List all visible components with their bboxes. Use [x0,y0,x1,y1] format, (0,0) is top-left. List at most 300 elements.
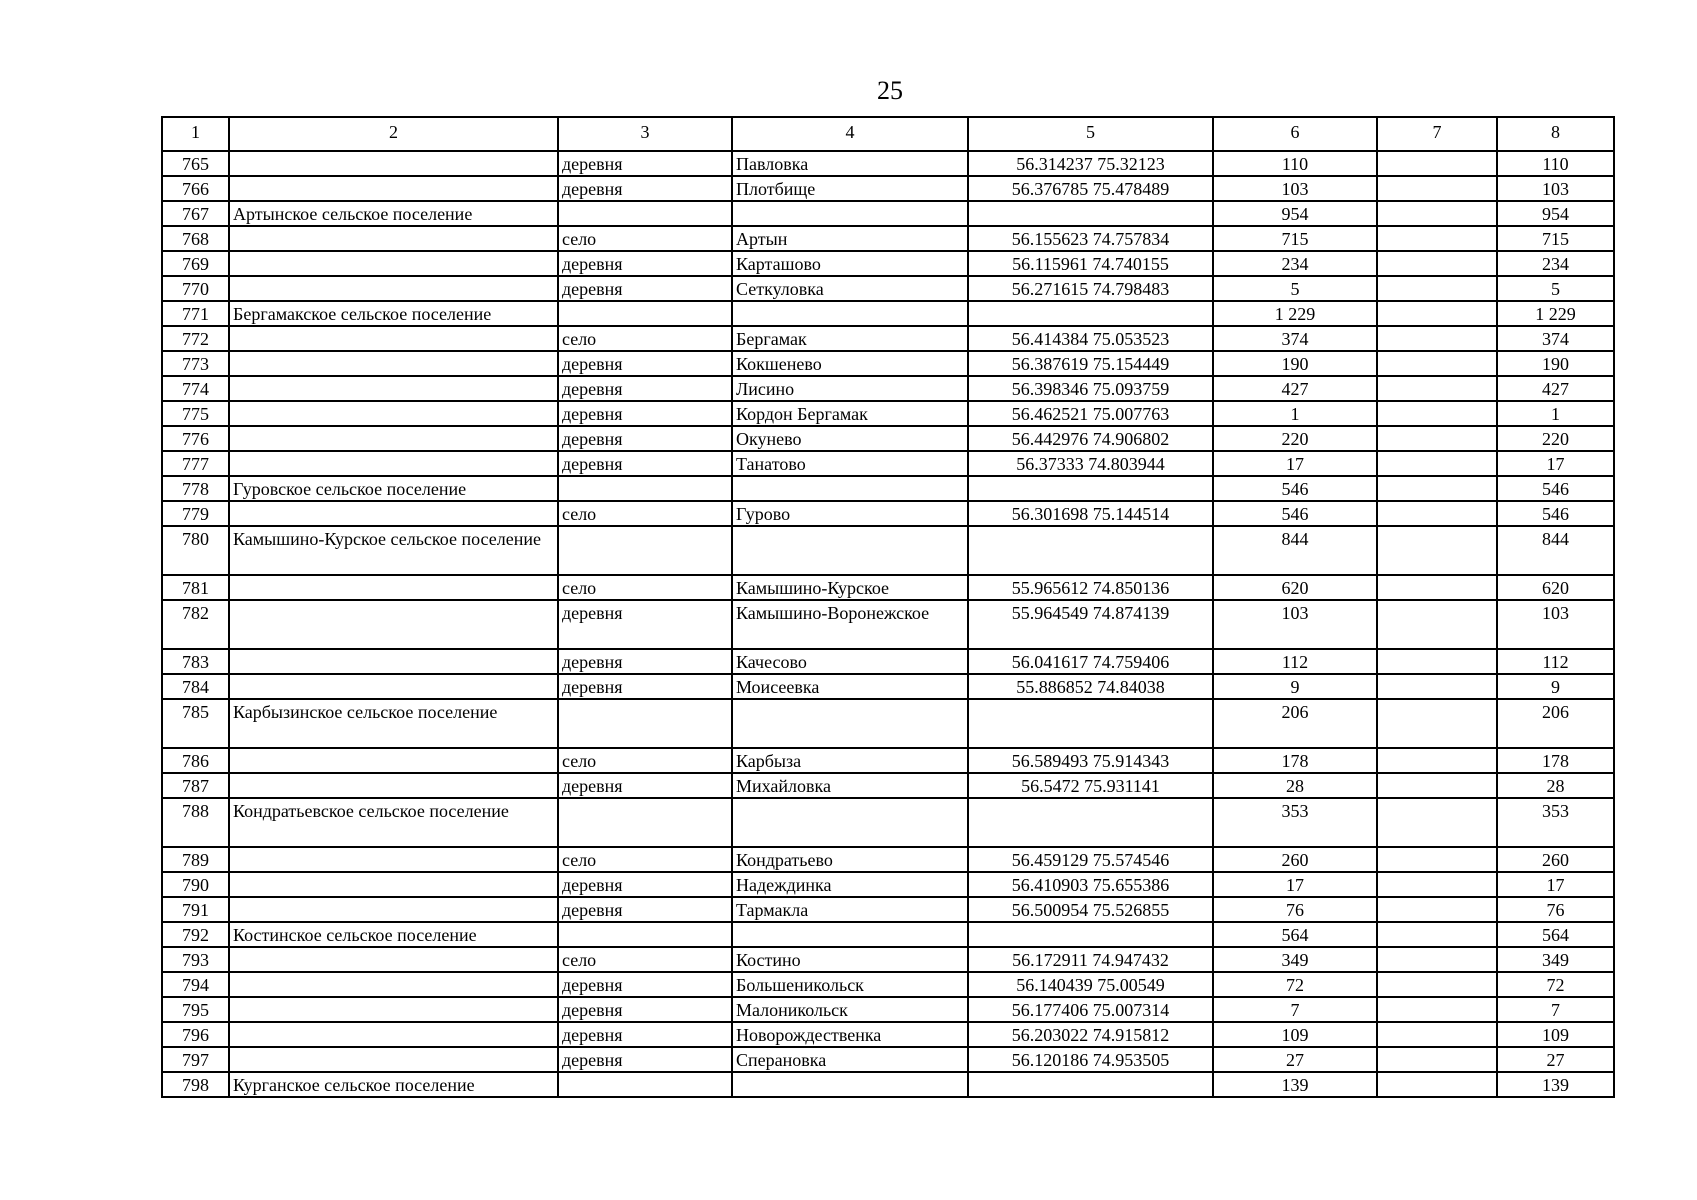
total-cell: 349 [1497,947,1614,972]
municipality-cell [229,674,558,699]
total-cell: 546 [1497,476,1614,501]
settlement-name-cell: Малоникольск [732,997,968,1022]
total-cell: 112 [1497,649,1614,674]
settlement-type-cell: село [558,226,732,251]
row-number-cell: 785 [162,699,229,748]
population-cell: 103 [1213,600,1377,649]
municipality-cell [229,1022,558,1047]
coordinates-cell: 55.964549 74.874139 [968,600,1213,649]
municipality-cell: Камышино-Курское сельское поселение [229,526,558,575]
settlement-type-cell: деревня [558,376,732,401]
total-cell: 27 [1497,1047,1614,1072]
row-number-cell: 793 [162,947,229,972]
total-cell: 103 [1497,176,1614,201]
settlement-type-cell [558,201,732,226]
coordinates-cell: 56.301698 75.144514 [968,501,1213,526]
settlement-name-cell [732,798,968,847]
settlement-name-cell: Артын [732,226,968,251]
population-cell: 564 [1213,922,1377,947]
municipality-cell: Бергамакское сельское поселение [229,301,558,326]
population-cell: 715 [1213,226,1377,251]
municipality-cell: Курганское сельское поселение [229,1072,558,1097]
column-7-cell [1377,201,1497,226]
settlement-name-cell: Камышино-Воронежское [732,600,968,649]
table-row [162,1022,1614,1047]
population-cell: 620 [1213,575,1377,600]
total-cell: 844 [1497,526,1614,575]
population-cell: 349 [1213,947,1377,972]
municipality-cell [229,748,558,773]
population-cell: 206 [1213,699,1377,748]
settlement-type-cell: деревня [558,600,732,649]
total-cell: 110 [1497,151,1614,176]
row-number-cell: 791 [162,897,229,922]
settlement-name-cell: Большеникольск [732,972,968,997]
total-cell: 103 [1497,600,1614,649]
total-cell: 190 [1497,351,1614,376]
population-cell: 260 [1213,847,1377,872]
population-cell: 109 [1213,1022,1377,1047]
column-7-cell [1377,699,1497,748]
population-cell: 178 [1213,748,1377,773]
municipality-cell [229,972,558,997]
settlement-type-cell: село [558,501,732,526]
row-number-cell: 795 [162,997,229,1022]
row-number-cell: 783 [162,649,229,674]
row-number-cell: 772 [162,326,229,351]
settlement-name-cell: Бергамак [732,326,968,351]
settlement-name-cell: Камышино-Курское [732,575,968,600]
coordinates-cell: 56.589493 75.914343 [968,748,1213,773]
settlement-name-cell [732,301,968,326]
settlement-type-cell [558,798,732,847]
column-7-cell [1377,351,1497,376]
column-7-cell [1377,674,1497,699]
total-cell: 620 [1497,575,1614,600]
coordinates-cell: 56.140439 75.00549 [968,972,1213,997]
table-row [162,351,1614,376]
coordinates-cell [968,301,1213,326]
total-cell: 72 [1497,972,1614,997]
table-row [162,972,1614,997]
coordinates-cell: 56.314237 75.32123 [968,151,1213,176]
table-body [162,151,1614,1097]
municipality-cell: Кондратьевское сельское поселение [229,798,558,847]
municipality-cell: Костинское сельское поселение [229,922,558,947]
municipality-cell [229,426,558,451]
table-header-row [162,117,1614,151]
settlement-type-cell [558,699,732,748]
row-number-cell: 766 [162,176,229,201]
population-cell: 954 [1213,201,1377,226]
table-row [162,997,1614,1022]
population-cell: 427 [1213,376,1377,401]
column-7-cell [1377,301,1497,326]
table-row [162,922,1614,947]
population-cell: 1 229 [1213,301,1377,326]
municipality-cell [229,326,558,351]
coordinates-cell: 56.462521 75.007763 [968,401,1213,426]
total-cell: 109 [1497,1022,1614,1047]
total-cell: 260 [1497,847,1614,872]
column-7-cell [1377,947,1497,972]
municipality-cell [229,649,558,674]
total-cell: 9 [1497,674,1614,699]
row-number-cell: 794 [162,972,229,997]
column-7-cell [1377,872,1497,897]
settlement-name-cell: Лисино [732,376,968,401]
table-row [162,1047,1614,1072]
settlement-name-cell: Михайловка [732,773,968,798]
coordinates-cell: 56.172911 74.947432 [968,947,1213,972]
population-cell: 190 [1213,351,1377,376]
coordinates-cell: 56.410903 75.655386 [968,872,1213,897]
settlement-type-cell: деревня [558,674,732,699]
table-row [162,276,1614,301]
settlement-type-cell [558,922,732,947]
row-number-cell: 786 [162,748,229,773]
row-number-cell: 789 [162,847,229,872]
row-number-cell: 768 [162,226,229,251]
row-number-cell: 784 [162,674,229,699]
settlement-type-cell: деревня [558,972,732,997]
settlement-type-cell: деревня [558,151,732,176]
settlement-name-cell: Моисеевка [732,674,968,699]
municipality-cell: Гуровское сельское поселение [229,476,558,501]
settlement-type-cell: деревня [558,251,732,276]
municipality-cell [229,1047,558,1072]
municipality-cell [229,176,558,201]
coordinates-cell: 56.203022 74.915812 [968,1022,1213,1047]
table-row [162,251,1614,276]
settlement-type-cell: деревня [558,1047,732,1072]
table-row [162,773,1614,798]
row-number-cell: 769 [162,251,229,276]
settlement-name-cell: Надеждинка [732,872,968,897]
row-number-cell: 774 [162,376,229,401]
settlement-type-cell: деревня [558,426,732,451]
column-header: 2 [229,117,558,151]
column-7-cell [1377,376,1497,401]
settlement-name-cell [732,201,968,226]
coordinates-cell: 56.414384 75.053523 [968,326,1213,351]
table-row [162,897,1614,922]
table-row [162,575,1614,600]
total-cell: 7 [1497,997,1614,1022]
total-cell: 564 [1497,922,1614,947]
population-cell: 374 [1213,326,1377,351]
population-cell: 234 [1213,251,1377,276]
total-cell: 28 [1497,773,1614,798]
municipality-cell [229,897,558,922]
settlement-name-cell: Сперановка [732,1047,968,1072]
population-cell: 72 [1213,972,1377,997]
column-7-cell [1377,575,1497,600]
row-number-cell: 767 [162,201,229,226]
population-cell: 17 [1213,872,1377,897]
coordinates-cell: 56.155623 74.757834 [968,226,1213,251]
row-number-cell: 781 [162,575,229,600]
coordinates-cell: 56.442976 74.906802 [968,426,1213,451]
population-cell: 546 [1213,501,1377,526]
column-header: 8 [1497,117,1614,151]
settlement-name-cell [732,922,968,947]
table-row [162,476,1614,501]
total-cell: 76 [1497,897,1614,922]
column-header: 4 [732,117,968,151]
row-number-cell: 798 [162,1072,229,1097]
total-cell: 234 [1497,251,1614,276]
column-7-cell [1377,748,1497,773]
table-row [162,501,1614,526]
population-cell: 353 [1213,798,1377,847]
settlement-type-cell: село [558,947,732,972]
table-row [162,798,1614,847]
settlement-name-cell: Танатово [732,451,968,476]
row-number-cell: 776 [162,426,229,451]
table-row [162,674,1614,699]
column-7-cell [1377,997,1497,1022]
settlement-type-cell: деревня [558,1022,732,1047]
settlement-type-cell: село [558,575,732,600]
population-cell: 546 [1213,476,1377,501]
coordinates-cell: 56.376785 75.478489 [968,176,1213,201]
column-7-cell [1377,451,1497,476]
coordinates-cell: 55.886852 74.84038 [968,674,1213,699]
row-number-cell: 771 [162,301,229,326]
total-cell: 954 [1497,201,1614,226]
row-number-cell: 779 [162,501,229,526]
settlement-type-cell [558,1072,732,1097]
coordinates-cell: 56.5472 75.931141 [968,773,1213,798]
municipality-cell [229,997,558,1022]
total-cell: 5 [1497,276,1614,301]
column-7-cell [1377,1047,1497,1072]
coordinates-cell: 55.965612 74.850136 [968,575,1213,600]
settlement-name-cell: Тармакла [732,897,968,922]
settlement-type-cell: деревня [558,351,732,376]
coordinates-cell [968,476,1213,501]
settlement-type-cell: деревня [558,176,732,201]
row-number-cell: 778 [162,476,229,501]
municipality-cell [229,947,558,972]
row-number-cell: 773 [162,351,229,376]
column-header: 5 [968,117,1213,151]
settlement-type-cell: деревня [558,872,732,897]
table-row [162,151,1614,176]
settlement-name-cell: Кондратьево [732,847,968,872]
table-row [162,649,1614,674]
column-7-cell [1377,176,1497,201]
total-cell: 427 [1497,376,1614,401]
settlement-type-cell: деревня [558,649,732,674]
column-7-cell [1377,151,1497,176]
row-number-cell: 777 [162,451,229,476]
table-row [162,401,1614,426]
coordinates-cell: 56.459129 75.574546 [968,847,1213,872]
settlement-type-cell: деревня [558,401,732,426]
coordinates-cell: 56.271615 74.798483 [968,276,1213,301]
table-row [162,226,1614,251]
settlement-type-cell: деревня [558,276,732,301]
settlement-name-cell: Кокшенево [732,351,968,376]
total-cell: 178 [1497,748,1614,773]
table-row [162,947,1614,972]
settlements-table [161,116,1615,1098]
table-row [162,326,1614,351]
column-7-cell [1377,226,1497,251]
coordinates-cell: 56.387619 75.154449 [968,351,1213,376]
column-7-cell [1377,251,1497,276]
municipality-cell [229,276,558,301]
column-7-cell [1377,526,1497,575]
total-cell: 374 [1497,326,1614,351]
column-7-cell [1377,773,1497,798]
settlement-type-cell: деревня [558,997,732,1022]
settlement-name-cell: Карбыза [732,748,968,773]
table-row [162,201,1614,226]
municipality-cell [229,401,558,426]
settlement-type-cell: деревня [558,451,732,476]
column-7-cell [1377,600,1497,649]
column-7-cell [1377,401,1497,426]
total-cell: 546 [1497,501,1614,526]
table-row [162,847,1614,872]
column-7-cell [1377,476,1497,501]
population-cell: 220 [1213,426,1377,451]
total-cell: 206 [1497,699,1614,748]
settlement-type-cell: деревня [558,897,732,922]
population-cell: 1 [1213,401,1377,426]
coordinates-cell [968,922,1213,947]
row-number-cell: 780 [162,526,229,575]
row-number-cell: 775 [162,401,229,426]
municipality-cell [229,600,558,649]
table-row [162,451,1614,476]
table-row [162,176,1614,201]
municipality-cell [229,847,558,872]
coordinates-cell [968,526,1213,575]
total-cell: 715 [1497,226,1614,251]
population-cell: 76 [1213,897,1377,922]
settlement-type-cell [558,301,732,326]
settlement-name-cell: Костино [732,947,968,972]
total-cell: 353 [1497,798,1614,847]
column-7-cell [1377,501,1497,526]
column-header: 3 [558,117,732,151]
column-7-cell [1377,276,1497,301]
coordinates-cell: 56.041617 74.759406 [968,649,1213,674]
population-cell: 17 [1213,451,1377,476]
population-cell: 9 [1213,674,1377,699]
settlement-name-cell [732,699,968,748]
table-row [162,376,1614,401]
settlement-name-cell: Качесово [732,649,968,674]
coordinates-cell: 56.37333 74.803944 [968,451,1213,476]
municipality-cell [229,451,558,476]
settlement-name-cell: Павловка [732,151,968,176]
settlement-type-cell: село [558,847,732,872]
population-cell: 5 [1213,276,1377,301]
column-7-cell [1377,798,1497,847]
municipality-cell [229,575,558,600]
coordinates-cell [968,201,1213,226]
settlement-name-cell [732,1072,968,1097]
settlement-name-cell: Карташово [732,251,968,276]
coordinates-cell [968,699,1213,748]
table-row [162,426,1614,451]
column-7-cell [1377,1022,1497,1047]
column-header: 7 [1377,117,1497,151]
municipality-cell [229,251,558,276]
settlement-name-cell [732,526,968,575]
row-number-cell: 796 [162,1022,229,1047]
total-cell: 139 [1497,1072,1614,1097]
row-number-cell: 788 [162,798,229,847]
total-cell: 17 [1497,872,1614,897]
table-row [162,600,1614,649]
page-number: 25 [877,76,903,105]
population-cell: 844 [1213,526,1377,575]
table-row [162,748,1614,773]
coordinates-cell: 56.120186 74.953505 [968,1047,1213,1072]
municipality-cell [229,151,558,176]
coordinates-cell: 56.500954 75.526855 [968,897,1213,922]
row-number-cell: 790 [162,872,229,897]
row-number-cell: 765 [162,151,229,176]
settlement-name-cell: Гурово [732,501,968,526]
total-cell: 1 229 [1497,301,1614,326]
municipality-cell: Карбызинское сельское поселение [229,699,558,748]
coordinates-cell: 56.115961 74.740155 [968,251,1213,276]
column-7-cell [1377,922,1497,947]
row-number-cell: 792 [162,922,229,947]
settlement-name-cell: Новорождественка [732,1022,968,1047]
column-7-cell [1377,847,1497,872]
column-7-cell [1377,972,1497,997]
table-row [162,872,1614,897]
column-7-cell [1377,897,1497,922]
table-row [162,1072,1614,1097]
row-number-cell: 797 [162,1047,229,1072]
population-cell: 139 [1213,1072,1377,1097]
total-cell: 17 [1497,451,1614,476]
settlement-type-cell: деревня [558,773,732,798]
column-7-cell [1377,1072,1497,1097]
municipality-cell [229,376,558,401]
settlement-name-cell [732,476,968,501]
column-7-cell [1377,326,1497,351]
table-row [162,699,1614,748]
settlement-type-cell [558,526,732,575]
settlement-name-cell: Сеткуловка [732,276,968,301]
settlement-name-cell: Кордон Бергамак [732,401,968,426]
population-cell: 103 [1213,176,1377,201]
coordinates-cell: 56.177406 75.007314 [968,997,1213,1022]
coordinates-cell [968,798,1213,847]
row-number-cell: 787 [162,773,229,798]
municipality-cell: Артынское сельское поселение [229,201,558,226]
municipality-cell [229,351,558,376]
population-cell: 27 [1213,1047,1377,1072]
total-cell: 220 [1497,426,1614,451]
settlement-name-cell: Плотбище [732,176,968,201]
settlement-type-cell [558,476,732,501]
column-header: 6 [1213,117,1377,151]
column-header: 1 [162,117,229,151]
column-7-cell [1377,426,1497,451]
coordinates-cell [968,1072,1213,1097]
